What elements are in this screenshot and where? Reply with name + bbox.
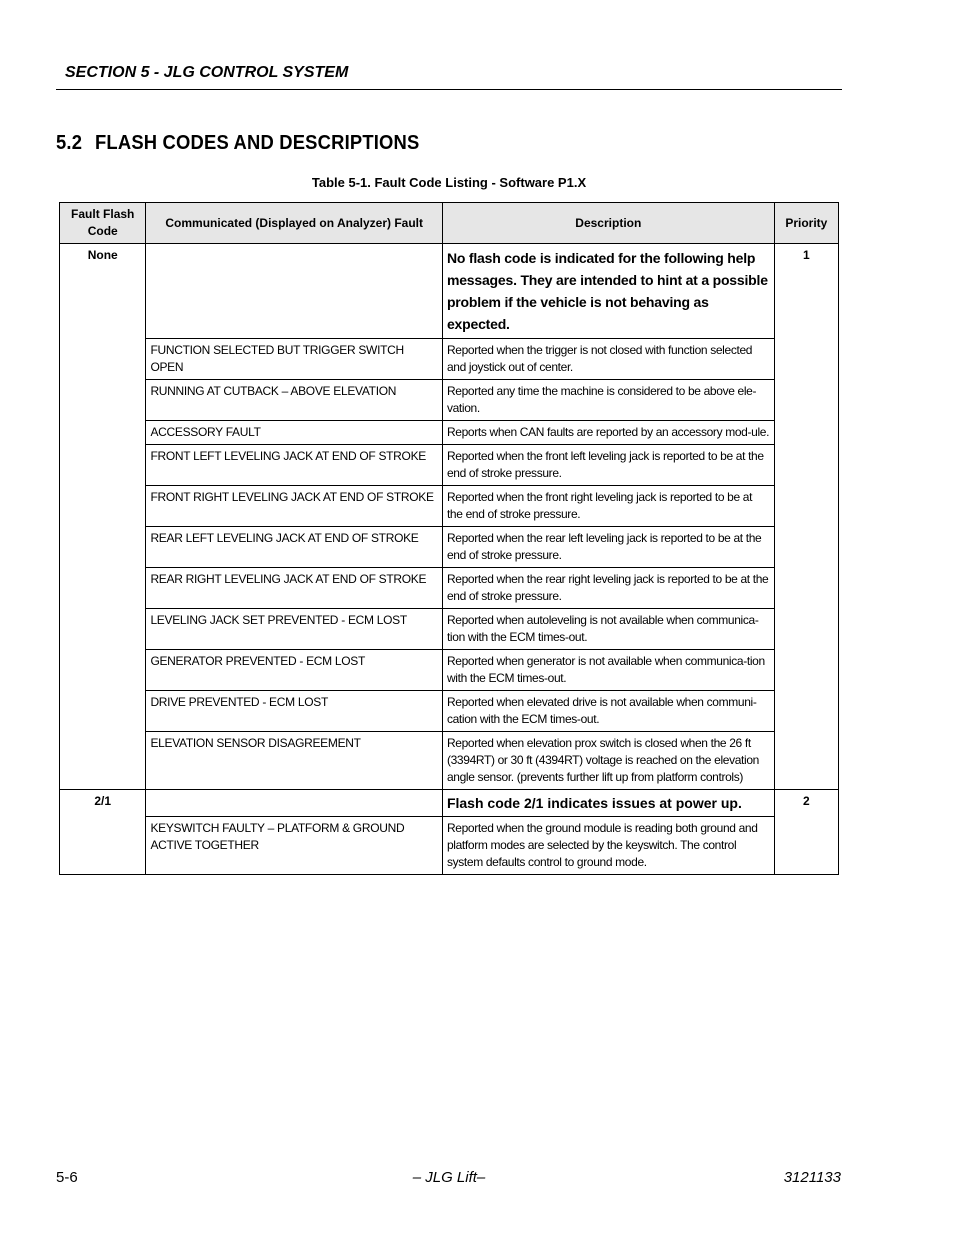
document-number: 3121133 — [783, 1169, 841, 1186]
description-cell: Reported when the ground module is reading both ground and platform modes are selected by the keyswitch. The control system defaults control to ground mode. — [442, 817, 774, 875]
table-row — [60, 527, 839, 568]
table-row — [60, 486, 839, 527]
header-rule — [56, 89, 842, 90]
table-row — [60, 650, 839, 691]
description-cell: Reported when the front left leveling jack is reported to be at the end of stroke pressure. — [442, 445, 774, 486]
fault-cell — [146, 244, 443, 339]
table-caption: Table 5-1. Fault Code Listing - Software P1.X — [311, 175, 587, 190]
table-row — [60, 790, 839, 817]
fault-cell: FUNCTION SELECTED BUT TRIGGER SWITCH OPEN — [146, 339, 443, 380]
footer-brand: – JLG Lift– — [412, 1169, 486, 1186]
fault-code-table — [59, 202, 839, 875]
column-header-priority: Priority — [774, 203, 838, 244]
table-row — [60, 244, 839, 339]
column-header-description: Description — [442, 203, 774, 244]
description-cell: Reported when the rear right leveling jack is reported to be at the end of stroke pressure. — [442, 568, 774, 609]
table-row — [60, 568, 839, 609]
column-header-code: Fault Flash Code — [60, 203, 146, 244]
fault-cell: DRIVE PREVENTED - ECM LOST — [146, 691, 443, 732]
fault-cell: LEVELING JACK SET PREVENTED - ECM LOST — [146, 609, 443, 650]
section-title-text: FLASH CODES AND DESCRIPTIONS — [95, 132, 420, 154]
table-row — [60, 691, 839, 732]
fault-cell — [146, 790, 443, 817]
description-cell: Reported when the trigger is not closed with function selected and joystick out of center. — [442, 339, 774, 380]
page-number: 5-6 — [56, 1169, 78, 1186]
table-row — [60, 609, 839, 650]
table-row — [60, 339, 839, 380]
flash-code-cell: 2/1 — [60, 790, 146, 875]
help-message-cell: No flash code is indicated for the following help messages. They are intended to hint at a possible problem if the vehicle is not behaving as expected. — [442, 244, 774, 339]
fault-cell: ELEVATION SENSOR DISAGREEMENT — [146, 732, 443, 790]
fault-cell: REAR RIGHT LEVELING JACK AT END OF STROKE — [146, 568, 443, 609]
fault-cell: ACCESSORY FAULT — [146, 421, 443, 445]
priority-cell: 2 — [774, 790, 838, 875]
fault-cell: REAR LEFT LEVELING JACK AT END OF STROKE — [146, 527, 443, 568]
section-header: SECTION 5 - JLG CONTROL SYSTEM — [65, 64, 349, 81]
fault-cell: FRONT LEFT LEVELING JACK AT END OF STROKE — [146, 445, 443, 486]
help-message-cell: Flash code 2/1 indicates issues at power up. — [442, 790, 774, 817]
description-cell: Reported when the front right leveling jack is reported to be at the end of stroke pressure. — [442, 486, 774, 527]
table-row — [60, 421, 839, 445]
section-number: 5.2 — [56, 132, 83, 154]
table-row — [60, 445, 839, 486]
table-row — [60, 380, 839, 421]
table-header-row — [60, 203, 839, 244]
table-row — [60, 817, 839, 875]
fault-cell: GENERATOR PREVENTED - ECM LOST — [146, 650, 443, 691]
description-cell: Reported when elevated drive is not available when communi-cation with the ECM times-out. — [442, 691, 774, 732]
description-cell: Reported when elevation prox switch is closed when the 26 ft (3394RT) or 30 ft (4394RT) voltage is reached on the elevation angle sensor. (prevents further lift up from platform controls) — [442, 732, 774, 790]
fault-cell: FRONT RIGHT LEVELING JACK AT END OF STROKE — [146, 486, 443, 527]
column-header-fault: Communicated (Displayed on Analyzer) Fault — [146, 203, 443, 244]
table-row — [60, 732, 839, 790]
description-cell: Reported any time the machine is considered to be above ele-vation. — [442, 380, 774, 421]
description-cell: Reported when generator is not available when communica-tion with the ECM times-out. — [442, 650, 774, 691]
description-cell: Reports when CAN faults are reported by an accessory mod-ule. — [442, 421, 774, 445]
fault-cell: KEYSWITCH FAULTY – PLATFORM & GROUND ACTIVE TOGETHER — [146, 817, 443, 875]
priority-cell: 1 — [774, 244, 838, 790]
description-cell: Reported when autoleveling is not available when communica-tion with the ECM times-out. — [442, 609, 774, 650]
page-title — [56, 132, 419, 155]
description-cell: Reported when the rear left leveling jack is reported to be at the end of stroke pressure. — [442, 527, 774, 568]
fault-cell: RUNNING AT CUTBACK – ABOVE ELEVATION — [146, 380, 443, 421]
flash-code-cell: None — [60, 244, 146, 790]
